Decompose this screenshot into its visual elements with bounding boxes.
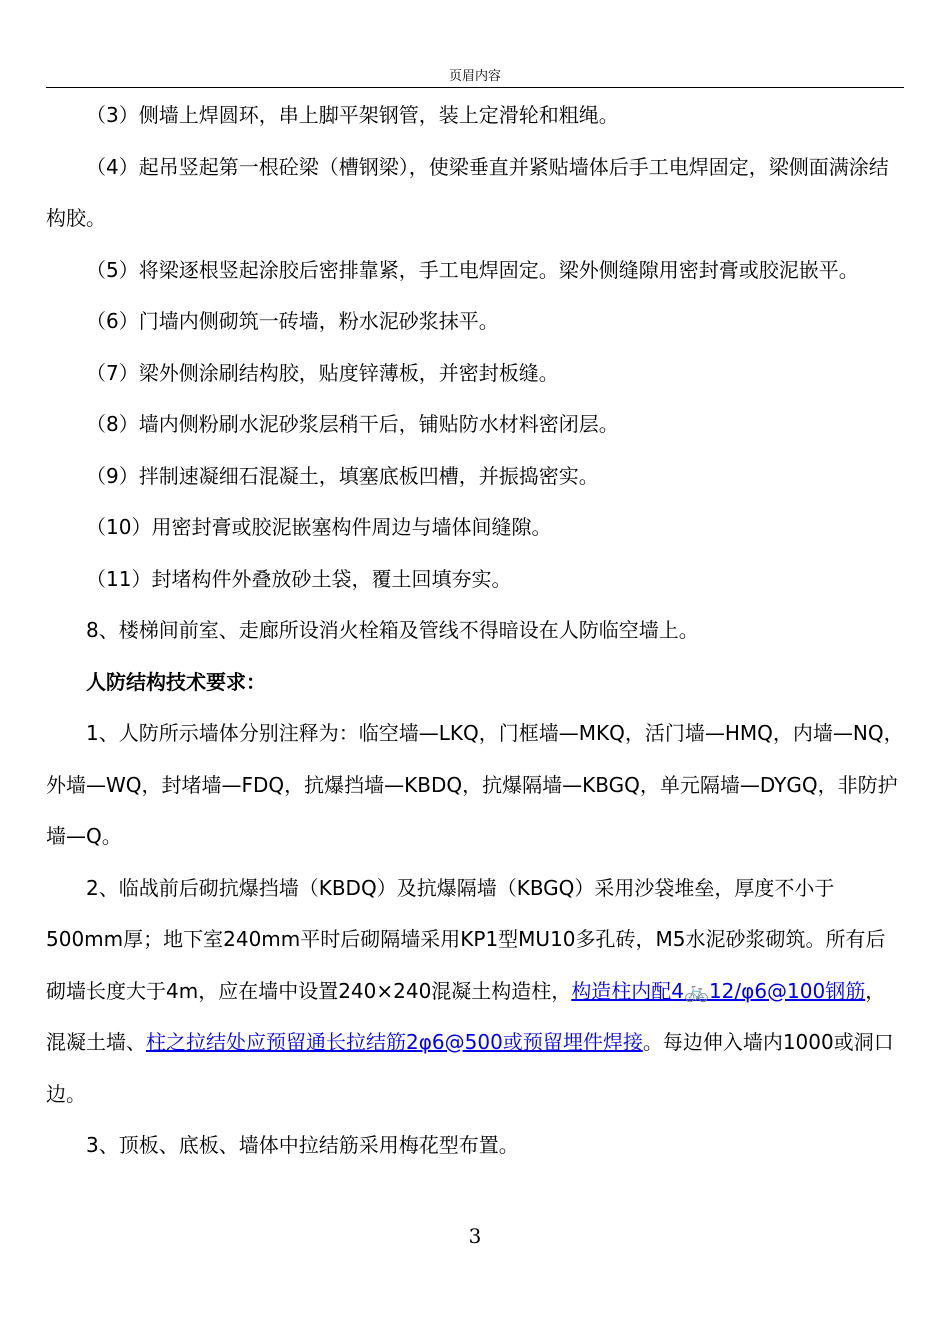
- step-5: （5）将梁逐根竖起涂胶后密排靠紧，手工电焊固定。梁外侧缝隙用密封膏或胶泥嵌平。: [86, 257, 859, 282]
- rebar-link-1[interactable]: 构造柱内配4🚲12/φ6@100钢筋: [571, 978, 866, 1003]
- header-text: 页眉内容: [448, 69, 501, 84]
- section-heading: 人防结构技术要求：: [86, 669, 266, 694]
- requirement-2-part1: 2、临战前后砌抗爆挡墙（KBDQ）及抗爆隔墙（KBGQ）采用沙袋堆垒，厚度不小于500mm厚；地下室240mm平时后砌隔墙采用KP1型MU10多孔砖，M5水泥砂浆砌筑。所有后砌墙长度大于4m，应在墙中设置240×240混凝土构造柱，: [46, 875, 886, 1003]
- step-8: （8）墙内侧粉刷水泥砂浆层稍干后，铺贴防水材料密闭层。: [86, 412, 619, 436]
- requirement-3: 3、顶板、底板、墙体中拉结筋采用梅花型布置。: [86, 1133, 519, 1157]
- page-header: [46, 67, 904, 88]
- rebar-link-2[interactable]: 柱之拉结处应预留通长拉结筋2φ6@500或预留埋件焊接: [146, 1030, 643, 1054]
- step-7: （7）梁外侧涂刷结构胶，贴度锌薄板，并密封板缝。: [86, 360, 559, 385]
- document-body: [46, 90, 904, 1172]
- requirement-2: [46, 863, 904, 1121]
- step-9: （9）拌制速凝细石混凝土，填塞底板凹槽，并振捣密实。: [86, 463, 599, 488]
- step-3: （3）侧墙上焊圆环，串上脚平架钢管，装上定滑轮和粗绳。: [86, 103, 619, 127]
- step-6: （6）门墙内侧砌筑一砖墙，粉水泥砂浆抹平。: [86, 309, 499, 333]
- item-8: 8、楼梯间前室、走廊所设消火栓箱及管线不得暗设在人防临空墙上。: [86, 618, 699, 642]
- page-number: 3: [468, 1224, 482, 1248]
- step-10: （10）用密封膏或胶泥嵌塞构件周边与墙体间缝隙。: [86, 515, 552, 539]
- step-11: （11）封堵构件外叠放砂土袋，覆土回填夯实。: [86, 566, 512, 591]
- requirement-2-part3: 。每边伸入墙内1000或洞口边。: [46, 1030, 894, 1106]
- requirement-1: 1、人防所示墙体分别注释为：临空墙—LKQ，门框墙—MKQ，活门墙—HMQ，内墙—NQ，外墙—WQ，封堵墙—FDQ，抗爆挡墙—KBDQ，抗爆隔墙—KBGQ，单元隔墙—DYGQ，非防护墙—Q。: [46, 721, 904, 848]
- step-4: （4）起吊竖起第一根砼梁（槽钢梁），使梁垂直并紧贴墙体后手工电焊固定，梁侧面满涂结构胶。: [46, 154, 889, 230]
- requirement-2-part2: ，混凝土墙、: [46, 978, 886, 1054]
